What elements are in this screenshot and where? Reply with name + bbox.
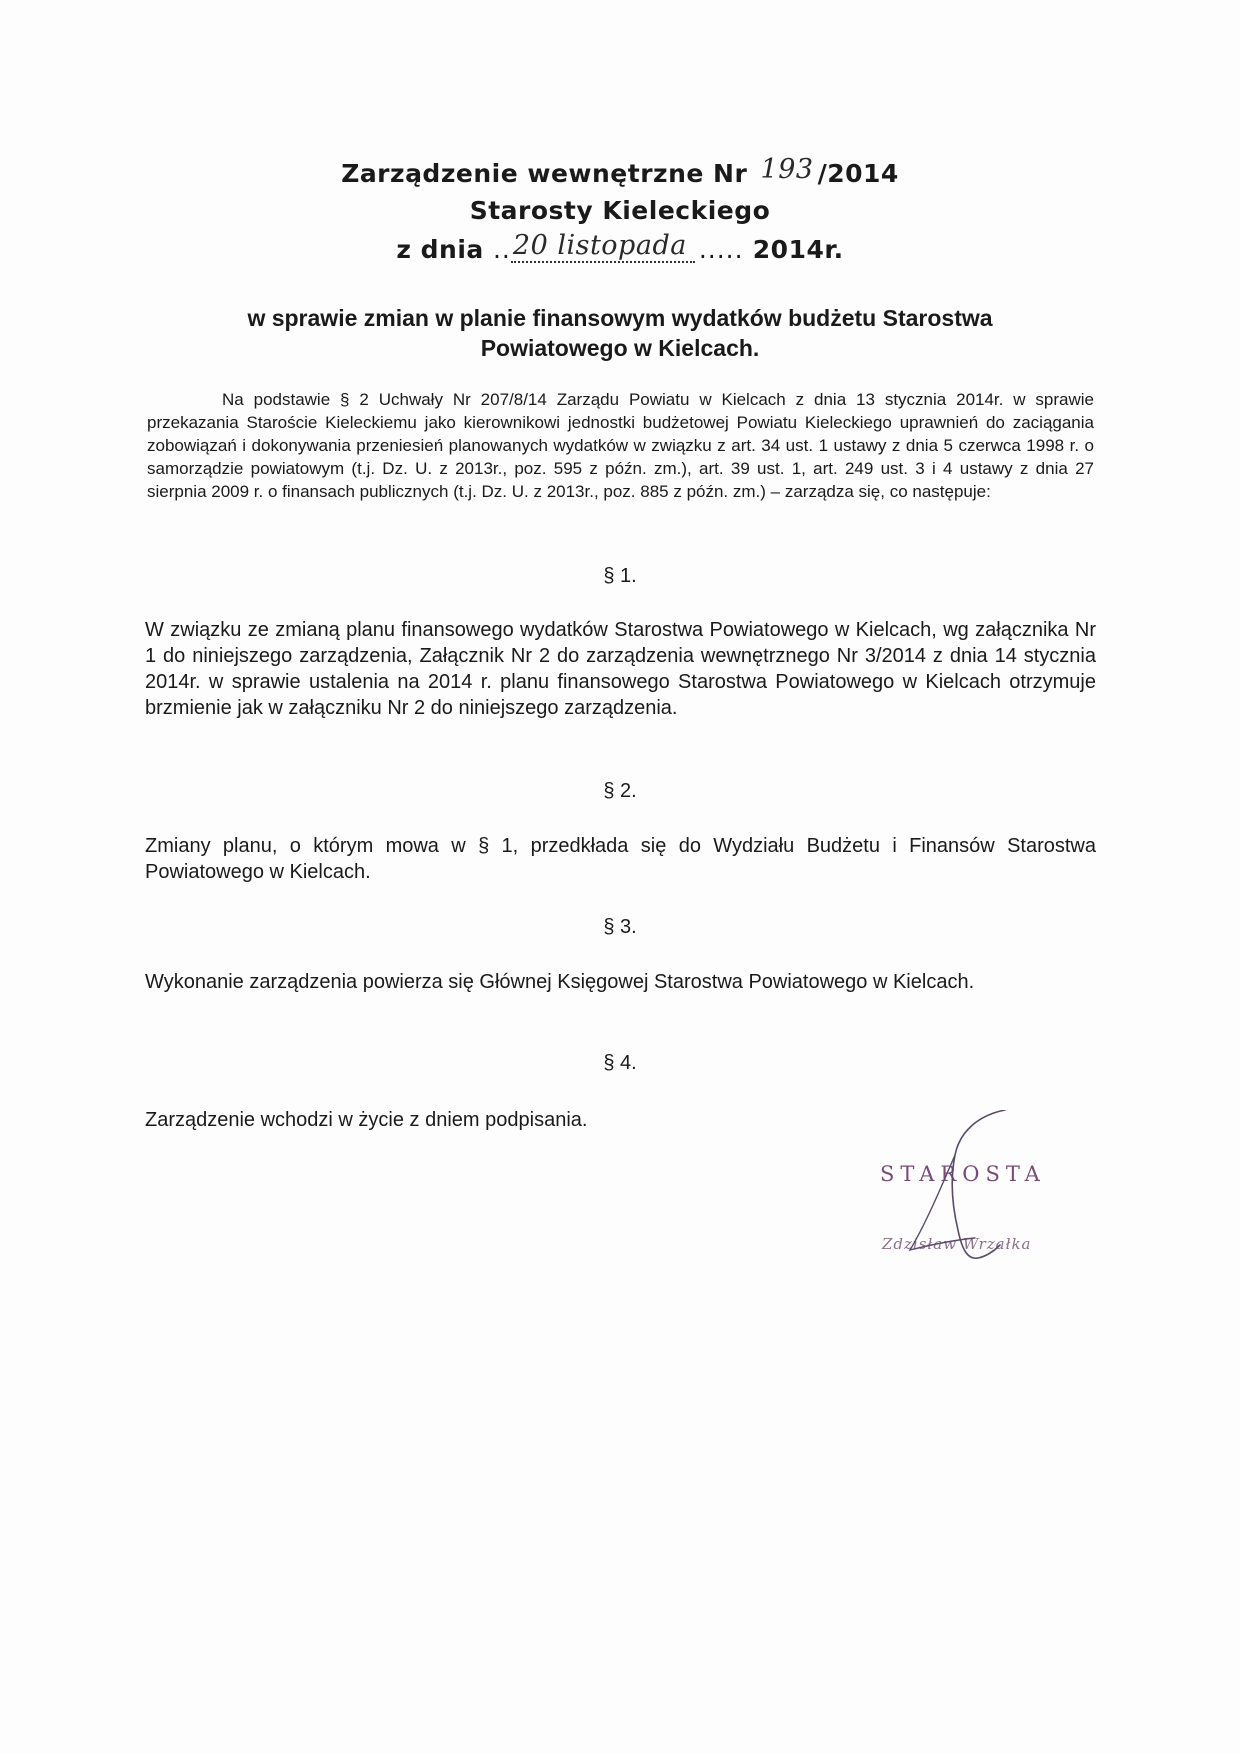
handwritten-signature: [860, 1110, 1060, 1270]
section-3-text: Wykonanie zarządzenia powierza się Głównej Księgowej Starostwa Powiatowego w Kielcach.: [145, 971, 975, 993]
handwritten-order-number: 193: [760, 154, 814, 185]
section-1-heading: § 1.: [603, 565, 637, 587]
section-3-heading: § 3.: [603, 916, 637, 938]
stamp-name: Zdzisław Wrzałka: [882, 1235, 1032, 1253]
preamble-text: Na podstawie § 2 Uchwały Nr 207/8/14 Zarządu Powiatu w Kielcach z dnia 13 stycznia 2014r. w sprawie przekazania Staroście Kieleckiemu jako kierownikowi jednostki budżetowej Powiatu Kieleckiego uprawnień do zaciągania zobowiązań i dokonywania przeniesień planowanych wydatków w związku z art. 34 ust. 1 ustawy z dnia 5 czerwca 1998 r. o samorządzie powiatowym (t.j. Dz. U. z 2013r., poz. 595 z późn. zm.), art. 39 ust. 1, art. 249 ust. 3 i 4 ustawy z dnia 27 sierpnia 2009 r. o finansach publicznych (t.j. Dz. U. z 2013r., poz. 885 z późn. zm.) – zarządza się, co następuje:: [147, 390, 1094, 501]
title-prefix: Zarządzenie wewnętrzne Nr: [341, 159, 748, 188]
section-4-text: Zarządzenie wchodzi w życie z dniem podpisania.: [145, 1109, 588, 1131]
document-subject: w sprawie zmian w planie finansowym wydatków budżetu Starostwa Powiatowego w Kielcach.: [247, 305, 993, 361]
legal-basis-preamble: [147, 388, 1094, 503]
handwritten-date: 20 listopada: [511, 230, 695, 263]
stamp-title: STAROSTA: [880, 1162, 1046, 1186]
date-year-suffix: 2014r.: [752, 235, 844, 264]
section-1-text: W związku ze zmianą planu finansowego wydatków Starostwa Powiatowego w Kielcach, wg załącznika Nr 1 do niniejszego zarządzenia, Załącznik Nr 2 do zarządzenia wewnętrznego Nr 3/2014 z dnia 14 stycznia 2014r. w sprawie ustalenia na 2014 r. planu finansowego Starostwa Powiatowego w Kielcach otrzymuje brzmienie jak w załączniku Nr 2 do niniejszego zarządzenia.: [145, 619, 1096, 719]
official-stamp: [860, 1110, 1060, 1270]
section-2-text: Zmiany planu, o którym mowa w § 1, przedkłada się do Wydziału Budżetu i Finansów Starostwa Powiatowego w Kielcach.: [145, 835, 1096, 883]
section-4-heading: § 4.: [603, 1052, 637, 1074]
section-2-heading: § 2.: [603, 780, 637, 802]
date-dots-right: .....: [698, 235, 744, 264]
date-dots-left: ..: [492, 235, 511, 264]
document-title-line-2: Starosty Kieleckiego: [469, 196, 771, 225]
document-title-line-3: [0, 230, 1240, 267]
date-prefix: z dnia: [396, 235, 484, 264]
title-year-suffix: /2014: [817, 159, 899, 188]
document-title-line-1: [0, 154, 1240, 189]
